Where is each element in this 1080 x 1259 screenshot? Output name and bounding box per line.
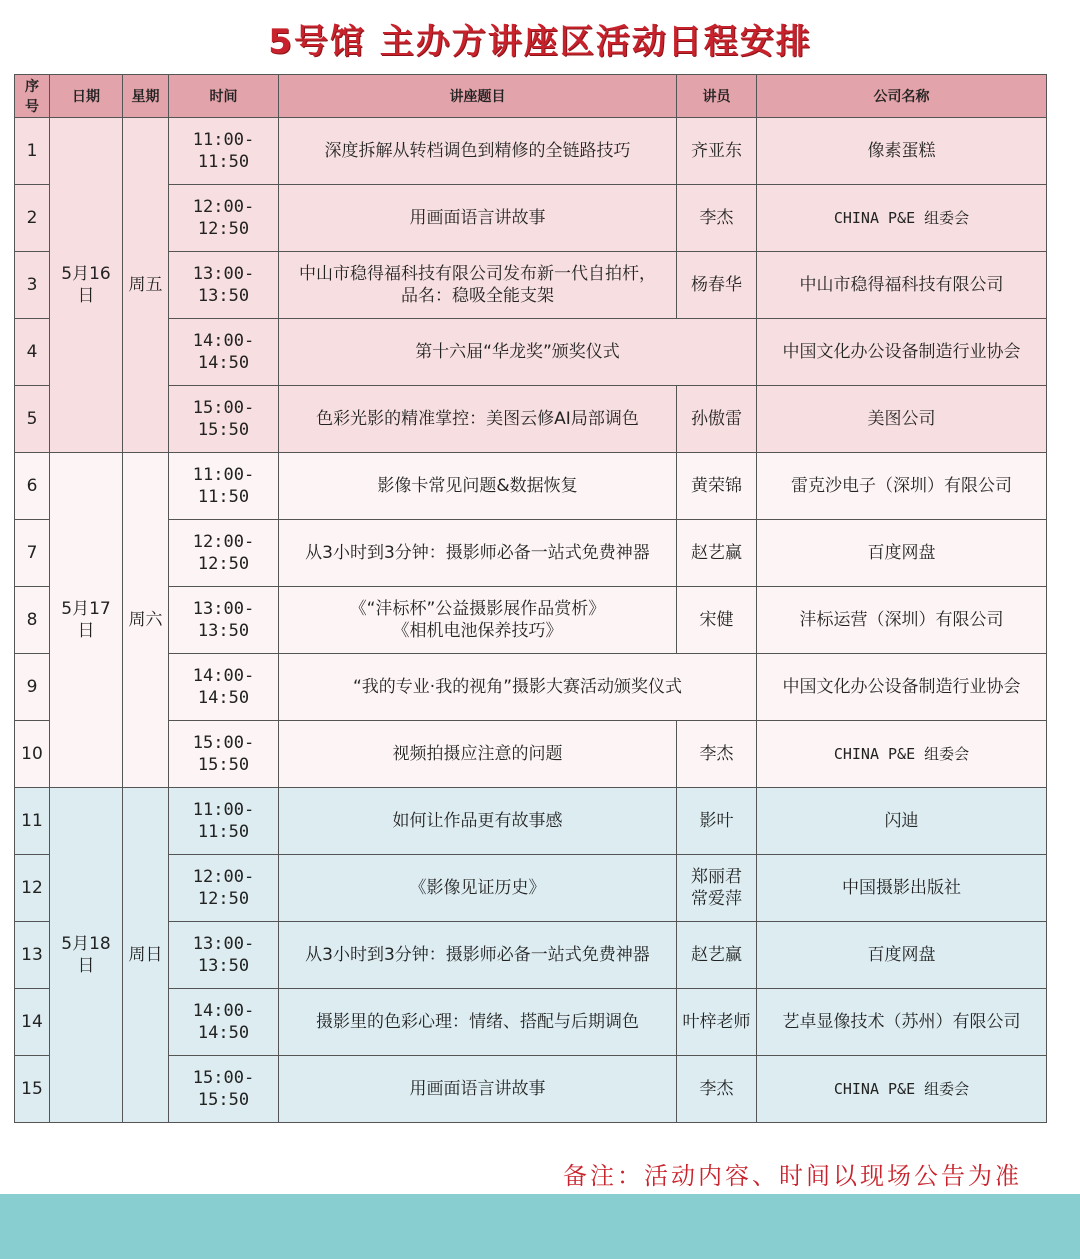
- speaker-cell: 叶梓老师: [677, 989, 757, 1056]
- company-cell: 雷克沙电子（深圳）有限公司: [757, 453, 1047, 520]
- speaker-cell: 齐亚东: [677, 118, 757, 185]
- topic-cell: [279, 252, 677, 319]
- row-number: 15: [15, 1056, 50, 1123]
- topic-cell-line: 《“沣标杯”公益摄影展作品赏析》: [349, 599, 606, 619]
- speaker-cell: 赵艺赢: [677, 520, 757, 587]
- speaker-cell: [677, 855, 757, 922]
- row-number: 8: [15, 587, 50, 654]
- topic-cell: 色彩光影的精准掌控：美图云修AI局部调色: [279, 386, 677, 453]
- time-cell: 12:00-12:50: [169, 185, 279, 252]
- time-cell: 13:00-13:50: [169, 587, 279, 654]
- topic-cell: 影像卡常见问题&数据恢复: [279, 453, 677, 520]
- topic-cell: 摄影里的色彩心理：情绪、搭配与后期调色: [279, 989, 677, 1056]
- company-cell: CHINA P&E 组委会: [757, 1056, 1047, 1123]
- company-cell: 百度网盘: [757, 922, 1047, 989]
- speaker-cell-line: 郑丽君: [691, 867, 742, 887]
- topic-cell: 深度拆解从转档调色到精修的全链路技巧: [279, 118, 677, 185]
- speaker-cell: 宋健: [677, 587, 757, 654]
- table-row: [15, 721, 1047, 788]
- topic-cell: 从3小时到3分钟：摄影师必备一站式免费神器: [279, 520, 677, 587]
- time-cell: 14:00-14:50: [169, 319, 279, 386]
- table-row: [15, 386, 1047, 453]
- table-row: [15, 855, 1047, 922]
- company-cell: 沣标运营（深圳）有限公司: [757, 587, 1047, 654]
- company-cell: CHINA P&E 组委会: [757, 721, 1047, 788]
- header-topic: 讲座题目: [279, 75, 677, 118]
- topic-cell: 用画面语言讲故事: [279, 185, 677, 252]
- date-cell: 5月17日: [50, 453, 123, 788]
- header-date: 日期: [50, 75, 123, 118]
- speaker-cell: 孙傲雷: [677, 386, 757, 453]
- table-row: [15, 520, 1047, 587]
- topic-cell: 如何让作品更有故事感: [279, 788, 677, 855]
- topic-cell: 从3小时到3分钟：摄影师必备一站式免费神器: [279, 922, 677, 989]
- table-row: [15, 654, 1047, 721]
- row-number: 3: [15, 252, 50, 319]
- topic-cell: 视频拍摄应注意的问题: [279, 721, 677, 788]
- table-row: [15, 453, 1047, 520]
- weekday-cell: 周日: [123, 788, 169, 1123]
- weekday-cell: 周五: [123, 118, 169, 453]
- footnote: 备注：活动内容、时间以现场公告为准: [563, 1162, 1022, 1190]
- header-num: 序号: [15, 75, 50, 118]
- row-number: 14: [15, 989, 50, 1056]
- header-weekday: 星期: [123, 75, 169, 118]
- time-cell: 12:00-12:50: [169, 855, 279, 922]
- time-cell: 12:00-12:50: [169, 520, 279, 587]
- company-cell: 百度网盘: [757, 520, 1047, 587]
- row-number: 7: [15, 520, 50, 587]
- row-number: 12: [15, 855, 50, 922]
- table-row: [15, 319, 1047, 386]
- table-row: [15, 922, 1047, 989]
- topic-cell: 《影像见证历史》: [279, 855, 677, 922]
- topic-cell: [279, 587, 677, 654]
- time-cell: 11:00-11:50: [169, 453, 279, 520]
- topic-cell-line: 品名：稳吸全能支架: [401, 286, 554, 306]
- row-number: 9: [15, 654, 50, 721]
- table-row: [15, 587, 1047, 654]
- table-row: [15, 989, 1047, 1056]
- footer-band: [0, 1194, 1080, 1259]
- time-cell: 13:00-13:50: [169, 922, 279, 989]
- topic-cell: 第十六届“华龙奖”颁奖仪式: [279, 319, 757, 386]
- time-cell: 15:00-15:50: [169, 721, 279, 788]
- company-cell: 中国摄影出版社: [757, 855, 1047, 922]
- date-cell: 5月18日: [50, 788, 123, 1123]
- time-cell: 11:00-11:50: [169, 788, 279, 855]
- topic-cell: 用画面语言讲故事: [279, 1056, 677, 1123]
- topic-cell-line: 中山市稳得福科技有限公司发布新一代自拍杆，: [299, 264, 656, 284]
- table-row: [15, 1056, 1047, 1123]
- company-cell: 美图公司: [757, 386, 1047, 453]
- weekday-cell: 周六: [123, 453, 169, 788]
- header-company: 公司名称: [757, 75, 1047, 118]
- header-time: 时间: [169, 75, 279, 118]
- time-cell: 15:00-15:50: [169, 386, 279, 453]
- table-row: [15, 118, 1047, 185]
- date-cell: 5月16日: [50, 118, 123, 453]
- speaker-cell: 杨春华: [677, 252, 757, 319]
- speaker-cell: 黄荣锦: [677, 453, 757, 520]
- table-row: [15, 252, 1047, 319]
- time-cell: 11:00-11:50: [169, 118, 279, 185]
- row-number: 2: [15, 185, 50, 252]
- row-number: 6: [15, 453, 50, 520]
- topic-cell: “我的专业·我的视角”摄影大赛活动颁奖仪式: [279, 654, 757, 721]
- speaker-cell: 李杰: [677, 185, 757, 252]
- table-row: [15, 185, 1047, 252]
- speaker-cell: 李杰: [677, 1056, 757, 1123]
- company-cell: CHINA P&E 组委会: [757, 185, 1047, 252]
- company-cell: 艺卓显像技术（苏州）有限公司: [757, 989, 1047, 1056]
- time-cell: 14:00-14:50: [169, 654, 279, 721]
- speaker-cell: 影叶: [677, 788, 757, 855]
- company-cell: 中国文化办公设备制造行业协会: [757, 654, 1047, 721]
- schedule-table: [14, 74, 1047, 1123]
- header-speaker: 讲员: [677, 75, 757, 118]
- company-cell: 中山市稳得福科技有限公司: [757, 252, 1047, 319]
- row-number: 5: [15, 386, 50, 453]
- company-cell: 像素蛋糕: [757, 118, 1047, 185]
- row-number: 11: [15, 788, 50, 855]
- row-number: 1: [15, 118, 50, 185]
- row-number: 10: [15, 721, 50, 788]
- table-row: [15, 788, 1047, 855]
- time-cell: 15:00-15:50: [169, 1056, 279, 1123]
- topic-cell-line: 《相机电池保养技巧》: [392, 621, 563, 641]
- row-number: 4: [15, 319, 50, 386]
- time-cell: 14:00-14:50: [169, 989, 279, 1056]
- table-header-row: [15, 75, 1047, 118]
- speaker-cell: 李杰: [677, 721, 757, 788]
- page-title: 5号馆 主办方讲座区活动日程安排: [268, 22, 812, 62]
- speaker-cell-line: 常爱萍: [691, 889, 742, 909]
- schedule-body: [15, 118, 1047, 1123]
- speaker-cell: 赵艺赢: [677, 922, 757, 989]
- row-number: 13: [15, 922, 50, 989]
- company-cell: 闪迪: [757, 788, 1047, 855]
- time-cell: 13:00-13:50: [169, 252, 279, 319]
- company-cell: 中国文化办公设备制造行业协会: [757, 319, 1047, 386]
